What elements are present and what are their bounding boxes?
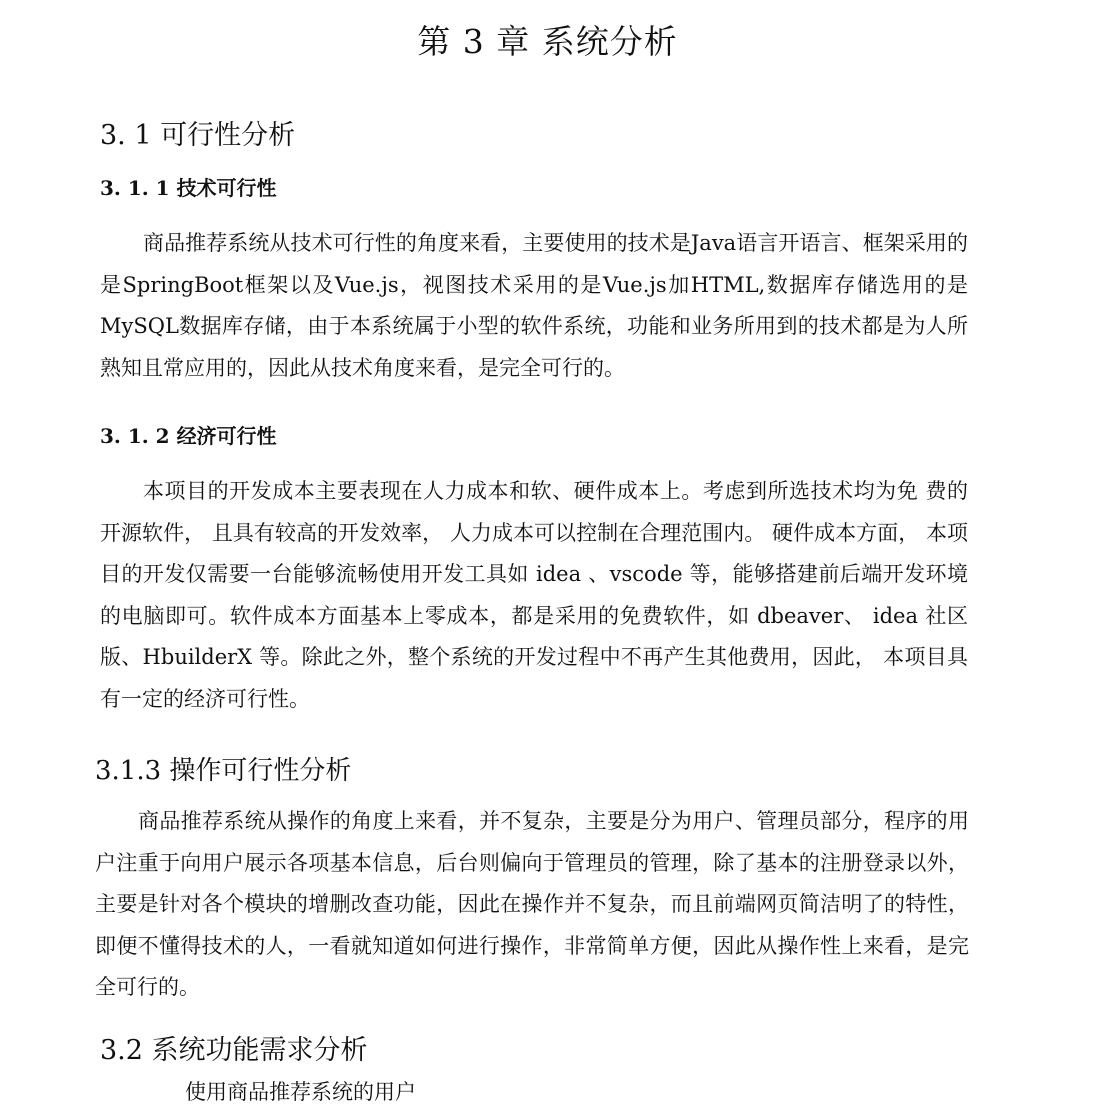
subsection-heading-3-1-1: 3. 1. 1 技术可行性 [100,176,277,200]
chapter-title: 第 3 章 系统分析 [417,22,678,61]
subsection-heading-3-1-2: 3. 1. 2 经济可行性 [100,424,277,448]
paragraph-economic-feasibility: 本项目的开发成本主要表现在人力成本和软、硬件成本上。考虑到所选技术均为免 费的开源软件， 且具有较高的开发效率， 人力成本可以控制在合理范围内。 硬件成本方面， 本项目的开发仅需要一台能够流畅使用开发工具如 idea 、vscode 等，能够搭建前后端开发环境的电脑即可。软件成本方面基本上零成本，都是采用的免费软件，如 dbeaver、 idea 社区版、HbuilderX 等。除此之外，整个系统的开发过程中不再产生其他费用，因此， 本项目具有一定的经济可行性。 [100,479,968,711]
subsection-heading-3-1-3: 3.1.3 操作可行性分析 [95,756,352,786]
section-heading-3-2: 3.2 系统功能需求分析 [100,1035,368,1066]
paragraph-operational-feasibility: 商品推荐系统从操作的角度上来看，并不复杂，主要是分为用户、管理员部分，程序的用户注重于向用户展示各项基本信息，后台则偏向于管理员的管理，除了基本的注册登录以外，主要是针对各个模块的增删改查功能，因此在操作并不复杂，而且前端网页简洁明了的特性，即便不懂得技术的人，一看就知道如何进行操作，非常简单方便，因此从操作性上来看，是完全可行的。 [95,809,969,999]
partial-text-line: 使用商品推荐系统的用户 [185,1080,416,1104]
paragraph-technical-feasibility: 商品推荐系统从技术可行性的角度来看，主要使用的技术是Java语言开语言、框架采用的是SpringBoot框架以及Vue.js，视图技术采用的是Vue.js加HTML,数据库存储选用的是MySQL数据库存储，由于本系统属于小型的软件系统，功能和业务所用到的技术都是为人所熟知且常应用的，因此从技术角度来看，是完全可行的。 [100,231,968,380]
section-heading-3-1: 3. 1 可行性分析 [100,120,296,151]
